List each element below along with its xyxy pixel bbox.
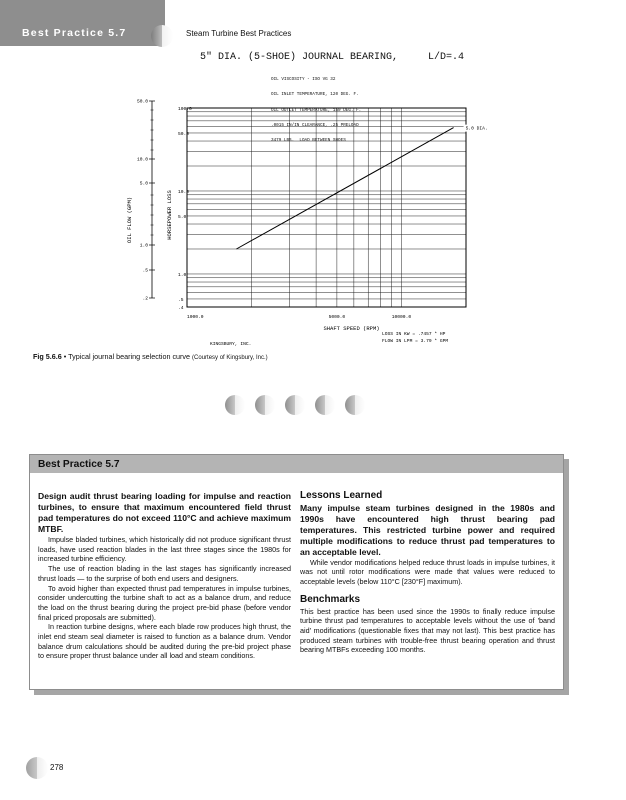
box-paragraph: In reaction turbine designs, where each blade row produces high thrust, the inlet end steam seal diameter is raised to function as a balance drum. Vendor balance drum calculations should be audited during the pre-bid project phase to ensure proper thrust balance under all load and steam conditions. bbox=[38, 622, 291, 661]
y-axis-label-hp: HORSEPOWER LOSS bbox=[166, 190, 173, 240]
divider-dot-icon bbox=[285, 395, 305, 415]
y-tick-label-hp: 5.0 bbox=[178, 214, 187, 220]
x-tick-label: 1000.0 bbox=[187, 315, 204, 320]
chart-axes bbox=[126, 99, 466, 347]
plot-frame bbox=[187, 108, 466, 307]
y-tick-label-flow: .2 bbox=[142, 296, 148, 302]
x-tick-label: 5000.0 bbox=[328, 315, 346, 320]
y-tick-label-flow: 50.0 bbox=[136, 99, 148, 105]
section-label: Best Practice 5.7 bbox=[22, 27, 127, 39]
y-tick-label-hp: 50.0 bbox=[178, 131, 190, 137]
y-tick-label-flow: 5.0 bbox=[139, 181, 148, 187]
box-paragraph: Impulse bladed turbines, which historically did not produce significant thrust loads, have used reaction blades in the last three stages since the 1980s for increased turbine efficiency. bbox=[38, 535, 291, 564]
y-tick-label-flow: 10.0 bbox=[136, 157, 148, 163]
lessons-heading: Lessons Learned bbox=[300, 490, 383, 501]
y-tick-label-hp: .4 bbox=[178, 306, 184, 311]
caption-text: Typical journal bearing selection curve bbox=[68, 352, 191, 361]
benchmarks-body: This best practice has been used since the 1990s to finally reduce impulse turbine thrust pad temperatures to acceptable levels without the use of 'band aid' modifications (questionable fixes that may not last). This best practice has produced steam turbines with trouble-free thrust bearing operation and thrust bearing MTBFs exceeding 100 months. bbox=[300, 606, 555, 655]
spec-line: 3479 LBS. LOAD BETWEEN SHOES bbox=[271, 138, 346, 144]
spec-line: OIL VISCOSITY - ISO VG 32 bbox=[271, 77, 336, 83]
y-tick-label-hp: 10.0 bbox=[178, 189, 190, 195]
divider-dot-icon bbox=[315, 395, 335, 415]
benchmarks-heading: Benchmarks bbox=[300, 593, 361, 605]
box-paragraph: The use of reaction blading in the last stages has significantly increased thrust loads — to the surprise of both end users and designers. bbox=[38, 564, 291, 583]
box-right-column bbox=[300, 491, 555, 655]
y-tick-label-flow: .5 bbox=[142, 268, 148, 274]
bearing-selection-chart bbox=[0, 0, 626, 360]
spec-line: OIL OUTLET TEMPERATURE, 150 DEG. F. bbox=[271, 107, 362, 113]
page-circle-icon bbox=[26, 757, 48, 779]
caption-bullet: • bbox=[63, 352, 67, 361]
spec-line: .0015 IN/IN CLEARANCE, .25 PRELOAD bbox=[271, 123, 359, 129]
running-title: Steam Turbine Best Practices bbox=[186, 29, 292, 38]
chart-grid bbox=[187, 108, 466, 307]
best-practice-box bbox=[29, 454, 564, 690]
y-tick-label-hp: .5 bbox=[178, 297, 184, 303]
y-tick-label-hp: 100.0 bbox=[178, 107, 192, 112]
box-paragraph: To avoid higher than expected thrust pad temperatures in impulse turbines, consider undercutting the turbine shaft to act as a balance drum, and reduce the load on the thrust bearing during the project pre-bid phase (before vendor final priced proposals are submitted). bbox=[38, 583, 291, 622]
figure-caption bbox=[33, 352, 268, 361]
maker-label: KINGSBURY, INC. bbox=[210, 342, 252, 347]
caption-credit: (Courtesy of Kingsbury, Inc.) bbox=[192, 355, 268, 361]
divider-dot-icon bbox=[345, 395, 365, 415]
chart-title: 5" DIA. (5-SHOE) JOURNAL BEARING, L/D=.4 bbox=[200, 52, 465, 63]
spec-line: OIL INLET TEMPERATURE, 120 DEG. F. bbox=[271, 92, 359, 98]
lessons-body: While vendor modifications helped reduce thrust loads in impulse turbines, it was not until rotor modifications were made that values were reduced to acceptable levels (below 110°C [230°F] maximum). bbox=[300, 557, 555, 587]
y-axis-label-flow: OIL FLOW (GPM) bbox=[126, 196, 133, 244]
section-divider bbox=[225, 395, 345, 415]
caption-label: Fig 5.6.6 bbox=[33, 352, 62, 361]
series-line bbox=[236, 128, 453, 249]
x-axis-label: SHAFT SPEED (RPM) bbox=[323, 325, 380, 332]
divider-dot-icon bbox=[255, 395, 275, 415]
y-tick-label-hp: 1.0 bbox=[178, 272, 187, 278]
conversion-kw: LOSS IN KW = .7457 * HP bbox=[382, 332, 446, 337]
page-number: 278 bbox=[50, 763, 64, 772]
conversion-lpm: FLOW IN LPM = 3.79 * GPM bbox=[382, 339, 449, 344]
series-label: 5.0 DIA. bbox=[465, 126, 488, 132]
box-title: Best Practice 5.7 bbox=[38, 459, 120, 470]
divider-dot-icon bbox=[225, 395, 245, 415]
box-lead: Design audit thrust bearing loading for impulse and reaction turbines, to ensure that maximum encountered field thrust pad temperatures do not exceed 110°C and achieve maximum MTBF. bbox=[38, 491, 291, 534]
y-tick-label-flow: 1.0 bbox=[139, 243, 148, 249]
x-tick-label: 10000.0 bbox=[391, 315, 412, 320]
lessons-lead: Many impulse steam turbines designed in the 1980s and 1990s have encountered high thrust bearing pad temperatures. This restricted turbine power and required multiple modifications to reduce thrust pad temperatures to an acceptable level. bbox=[300, 502, 555, 557]
box-title-bar bbox=[30, 455, 563, 473]
box-left-column bbox=[38, 491, 291, 661]
chart-marks bbox=[236, 125, 497, 249]
